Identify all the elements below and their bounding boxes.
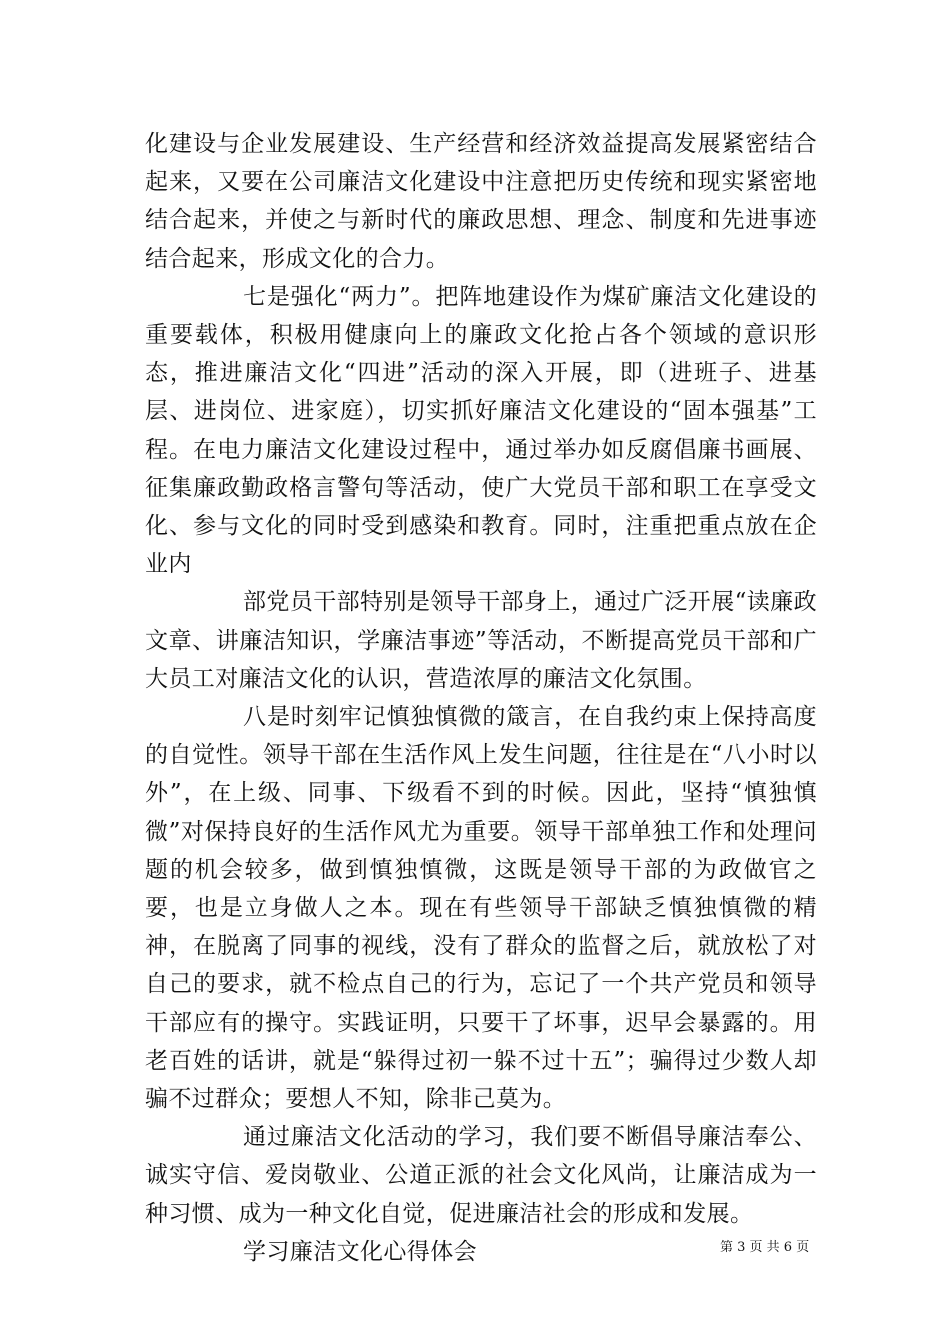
paragraph-continuation: 化建设与企业发展建设、生产经营和经济效益提高发展紧密结合起来，又要在公司廉洁文化建设中注意把历史传统和现实紧密地结合起来，并使之与新时代的廉政思想、理念、制度和先进事迹结合起来，形成文化的合力。 — [145, 131, 817, 272]
paragraph-point-eight: 八是时刻牢记慎独慎微的箴言，在自我约束上保持高度的自觉性。领导干部在生活作风上发生问题，往往是在“八小时以外”，在上级、同事、下级看不到的时候。因此，坚持“慎独慎微”对保持良好的生活作风尤为重要。领导干部单独工作和处理问题的机会较多，做到慎独慎微，这既是领导干部的为政做官之要，也是立身做人之本。现在有些领导干部缺乏慎独慎微的精神，在脱离了同事的视线，没有了群众的监督之后，就放松了对自己的要求，就不检点自己的行为，忘记了一个共产党员和领导干部应有的操守。实践证明，只要干了坏事，迟早会暴露的。用老百姓的话讲，就是“躲得过初一躲不过十五”；骗得过少数人却骗不过群众；要想人不知，除非己莫为。 — [145, 704, 817, 1113]
paragraph-conclusion: 通过廉洁文化活动的学习，我们要不断倡导廉洁奉公、诚实守信、爱岗敬业、公道正派的社会文化风尚，让廉洁成为一种习惯、成为一种文化自觉，促进廉洁社会的形成和发展。 — [145, 1124, 817, 1227]
paragraph-point-seven: 七是强化“两力”。把阵地建设作为煤矿廉洁文化建设的重要载体，积极用健康向上的廉政文化抢占各个领域的意识形态，推进廉洁文化“四进”活动的深入开展，即（进班子、进基层、进岗位、进家庭），切实抓好廉洁文化建设的“固本强基”工程。在电力廉洁文化建设过程中，通过举办如反腐倡廉书画展、征集廉政勤政格言警句等活动，使广大党员干部和职工在享受文化、参与文化的同时受到感染和教育。同时，注重把重点放在企业内 — [145, 283, 817, 578]
document-body — [145, 125, 817, 1271]
page-number: 第 3 页 共 6 页 — [720, 1240, 810, 1255]
section-heading: 学习廉洁文化心得体会 — [243, 1238, 477, 1265]
paragraph-cadre-focus: 部党员干部特别是领导干部身上，通过广泛开展“读廉政文章、讲廉洁知识，学廉洁事迹”等活动，不断提高党员干部和广大员工对廉洁文化的认识，营造浓厚的廉洁文化氛围。 — [145, 589, 817, 692]
